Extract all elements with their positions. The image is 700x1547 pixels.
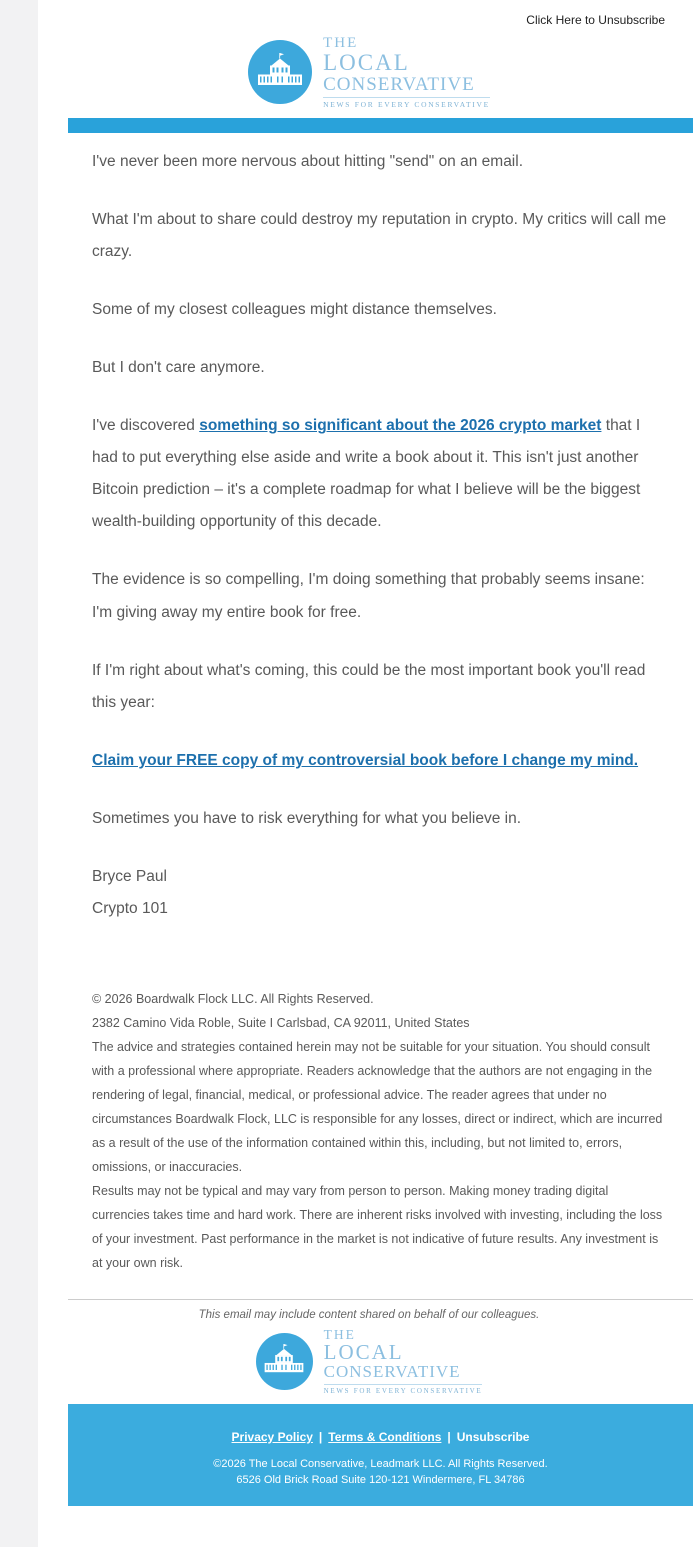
paragraph-7: If I'm right about what's coming, this could be the most important book you'll read this year: bbox=[92, 661, 646, 711]
privacy-policy-link[interactable]: Privacy Policy bbox=[231, 1429, 313, 1444]
footer-unsubscribe-link[interactable]: Unsubscribe bbox=[456, 1429, 530, 1444]
whitehouse-icon bbox=[255, 51, 305, 94]
top-unsubscribe-row bbox=[38, 13, 700, 27]
paragraph-4: But I don't care anymore. bbox=[92, 359, 265, 377]
cta-paragraph bbox=[92, 745, 668, 777]
logo-wordmark-footer bbox=[324, 1328, 483, 1395]
whitehouse-icon bbox=[262, 1342, 306, 1381]
link-separator: | bbox=[447, 1429, 451, 1444]
fine-print bbox=[92, 987, 668, 1275]
fineprint-disclaimer-2: Results may not be typical and may vary from person to person. Making money trading digital currencies takes time and hard work. There are inherent risks involved with investing, including the loss of your investment. Past performance in the market is not indicative of future results. Any investment is at your own risk. bbox=[92, 1184, 663, 1271]
logo-circle bbox=[248, 40, 312, 104]
paragraph-8: Sometimes you have to risk everything for what you believe in. bbox=[92, 809, 522, 827]
paragraph-3: Some of my closest colleagues might distance themselves. bbox=[92, 301, 497, 318]
logo-word-the: THE bbox=[323, 35, 359, 51]
fineprint-disclaimer-1: The advice and strategies contained herein may not be suitable for your situation. You should consult with a professional where appropriate. Readers acknowledge that the authors are not engaging in the rendering of legal, financial, medical, or professional advice. The reader agrees that under no circumstances Boardwalk Flock, LLC is responsible for any losses, direct or indirect, which are incurred as a result of the use of the information contained within this, including, but not limited to, errors, omissions, or inaccuracies. bbox=[92, 1040, 663, 1175]
divider-rule bbox=[68, 1299, 693, 1300]
logo-word-local: LOCAL bbox=[323, 50, 410, 76]
signature-org: Crypto 101 bbox=[92, 900, 168, 918]
signature-block bbox=[92, 861, 668, 925]
email-copy bbox=[68, 133, 693, 1275]
logo-circle-footer bbox=[256, 1333, 313, 1390]
logo-word-the: THE bbox=[323, 1327, 356, 1343]
footer-links bbox=[78, 1430, 683, 1444]
blue-footer bbox=[68, 1404, 693, 1506]
logo-tagline: NEWS FOR EVERY CONSERVATIVE bbox=[323, 1386, 483, 1395]
email-body bbox=[38, 0, 700, 1547]
paragraph-1: I've never been more nervous about hitting "send" on an email. bbox=[92, 152, 524, 170]
signature-name: Bryce Paul bbox=[92, 867, 167, 885]
paragraph-2: What I'm about to share could destroy my reputation in crypto. My critics will call me crazy. bbox=[92, 210, 667, 260]
footer-copyright-line2: 6526 Old Brick Road Suite 120-121 Windermere, FL 34786 bbox=[236, 1473, 525, 1486]
paragraph-5 bbox=[92, 410, 668, 538]
brand-logo-footer bbox=[38, 1328, 700, 1395]
fineprint-copyright: © 2026 Boardwalk Flock LLC. All Rights Reserved. bbox=[92, 992, 374, 1007]
paragraph-5-rest: that I had to put everything else aside and write a book about it. This isn't just another Bitcoin prediction – it's a complete roadmap for what I believe will be the biggest wealth-building opportunity of this decade. bbox=[92, 417, 641, 531]
paragraph-6: The evidence is so compelling, I'm doing something that probably seems insane: I'm giving away my entire book for free. bbox=[92, 571, 645, 621]
logo-word-conservative: CONSERVATIVE bbox=[323, 75, 490, 98]
claim-free-book-link[interactable]: Claim your FREE copy of my controversial book before I change my mind. bbox=[92, 751, 639, 769]
paragraph-5-lead: I've discovered bbox=[92, 417, 200, 435]
brand-logo bbox=[38, 36, 700, 109]
link-separator: | bbox=[318, 1429, 323, 1444]
crypto-market-link[interactable]: something so significant about the 2026 crypto market bbox=[199, 417, 602, 435]
logo-word-conservative: CONSERVATIVE bbox=[324, 1363, 483, 1384]
logo-tagline: NEWS FOR EVERY CONSERVATIVE bbox=[323, 100, 490, 110]
terms-conditions-link[interactable]: Terms & Conditions bbox=[328, 1429, 442, 1444]
footer-copyright-line1: ©2026 The Local Conservative, Leadmark LLC. All Rights Reserved. bbox=[213, 1457, 548, 1470]
shared-content-note: This email may include content shared on behalf of our colleagues. bbox=[198, 1309, 540, 1322]
fineprint-address: 2382 Camino Vida Roble, Suite I Carlsbad, CA 92011, United States bbox=[92, 1016, 470, 1031]
top-unsubscribe-link[interactable]: Click Here to Unsubscribe bbox=[526, 13, 665, 27]
logo-wordmark bbox=[323, 36, 490, 109]
logo-word-local: LOCAL bbox=[323, 1339, 404, 1364]
footer-copyright bbox=[78, 1457, 683, 1489]
accent-bar bbox=[68, 118, 693, 133]
